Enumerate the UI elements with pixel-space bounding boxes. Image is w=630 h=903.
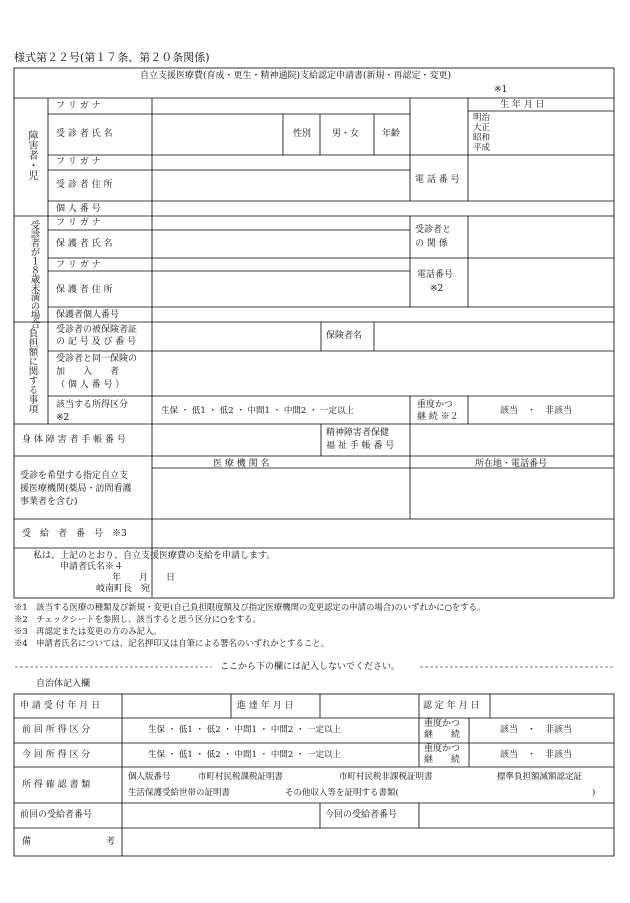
doc-reduction-certificate[interactable]: 標準負担額減額認定証 [497,772,583,782]
curr-income-options[interactable]: 生保 ・ 低1 ・ 低2 ・ 中間1 ・ 中間2 ・ 一定以上 [148,750,342,760]
patient-address-furigana-label: フ リ ガ ナ [56,157,101,167]
doc-welfare-certificate[interactable]: 生活保護受給世帯の証明書 [128,788,231,798]
curr-recipient-label: 今回の受給者番号 [325,810,398,820]
physical-handbook-field[interactable] [153,425,320,455]
age-field[interactable] [411,99,467,154]
sex-label: 性別 [293,129,312,139]
received-date-field[interactable] [123,695,230,717]
declaration-text: 私は、上記のとおり、自立支援医療費の支給を申請します。 [33,551,276,561]
curr-severe-options[interactable]: 該当 ・ 非該当 [500,750,573,760]
insurer-field[interactable] [375,323,613,350]
doc-other-income-close: ) [592,788,596,798]
guardian-phone-label: 電話番号 [417,270,454,280]
patient-phone-field[interactable] [469,156,613,200]
insurer-label: 保険者名 [326,331,363,341]
same-insurance-label-3: （ 個 人 番 号 ） [56,380,125,390]
severe-options[interactable]: 該当 ・ 非該当 [500,406,573,416]
guardian-address-field[interactable] [153,272,409,306]
curr-income-label: 今 回 所 得 区 分 [22,750,91,760]
guardian-furigana-field[interactable] [153,217,409,229]
note-marker-1: ※1 [494,85,508,95]
income-class-options[interactable]: 生保 ・ 低1 ・ 低2 ・ 中間1 ・ 中間2 ・ 一定以上 [161,406,355,416]
era-heisei[interactable]: 平成 [473,143,491,153]
prev-severe-label-1: 重度かつ [424,719,461,729]
approved-date-field[interactable] [491,695,613,717]
severe-label-1: 重度かつ [417,400,454,410]
sent-date-label: 進 達 年 月 日 [237,701,294,711]
income-doc-label: 所 得 確 認 書 類 [22,780,91,790]
doc-non-tax-certificate[interactable]: 市町村民税非課税証明書 [339,772,433,782]
era-meiji[interactable]: 明治 [473,113,491,123]
guardian-address-label: 保 護 者 住 所 [56,285,113,295]
income-class-note: ※2 [56,413,70,423]
relation-field[interactable] [469,217,613,257]
institution-address-field[interactable] [411,469,613,518]
received-date-label: 申 請 受 付 年 月 日 [20,701,101,711]
severe-label-2: 継 続 ※２ [417,412,459,422]
guardian-personal-no-label: 保護者個人番号 [56,310,120,320]
relation-label-2: の 関 係 [415,239,448,249]
institution-address-header: 所在地・電話番号 [475,459,548,469]
recipient-number-field[interactable] [153,520,613,547]
section-guardian: 受診者が１８歳未満の場合 [28,220,40,328]
mental-handbook-field[interactable] [411,425,613,455]
divider-text: ここから下の欄には記入しないでください。 [220,662,401,672]
same-insurance-label-2: 加 入 者 [56,367,120,377]
patient-furigana-field[interactable] [153,99,409,113]
prev-severe-label-2: 継 続 [424,730,461,740]
section-burden: 負担額に関する事項 [26,328,38,414]
insured-label-1: 受診者の被保険者証 [56,325,138,335]
curr-severe-label-1: 重度かつ [424,744,461,754]
recipient-number-label: 受 給 者 番 号 ※3 [22,529,127,539]
form-number: 様式第２２号(第１７条、第２０条関係) [14,51,210,64]
sex-options[interactable]: 男・女 [332,129,360,139]
patient-address-furigana-field[interactable] [153,156,409,169]
addressee: 岐南町長 宛 [96,584,151,594]
guardian-name-label: 保 護 者 氏 名 [56,239,113,249]
remarks-label-2: 考 [106,837,116,847]
guardian-phone-note: ※2 [430,284,444,294]
physical-handbook-label: 身 体 障 害 者 手 帳 番 号 [22,435,126,445]
sent-date-field[interactable] [321,695,418,717]
patient-phone-label: 電 話 番 号 [415,175,460,185]
patient-name-field[interactable] [153,115,282,154]
income-class-label: 該当する所得区分 [56,400,129,410]
guardian-phone-field[interactable] [469,259,613,306]
prev-recipient-label: 前回の受給者番号 [20,810,93,820]
institution-name-header: 医 療 機 関 名 [213,459,270,469]
same-insurance-field[interactable] [153,352,613,395]
guardian-name-field[interactable] [153,231,409,257]
form-title: 自立支援医療費(育成・更生・精神通院)支給認定申請書(新規・再認定・変更) [140,71,452,81]
patient-address-label: 受 診 者 住 所 [56,180,113,190]
age-label: 年齢 [382,129,401,139]
applicant-name-label: 申請者氏名※４ [60,562,124,572]
insured-number-field[interactable] [153,323,320,350]
insured-label-2: の 記 号 及 び 番 号 [56,337,137,347]
office-section-title: 自治体記入欄 [36,679,91,689]
prev-severe-options[interactable]: 該当 ・ 非該当 [500,725,573,735]
prev-income-options[interactable]: 生保 ・ 低1 ・ 低2 ・ 中間1 ・ 中間2 ・ 一定以上 [148,725,342,735]
remarks-field[interactable] [123,829,613,855]
patient-furigana-label: フ リ ガ ナ [56,101,101,111]
patient-name-label: 受 診 者 氏 名 [56,129,113,139]
note-4: ※4 申請者氏名については、記名押印又は自筆による署名のいずれかとすること。 [14,638,330,648]
birthdate-label: 生 年 月 日 [500,100,545,110]
prev-recipient-field[interactable] [123,804,319,827]
note-1: ※1 該当する医療の種類及び新規・変更(自己負担限度額及び指定医療機関の変更認定の申請の場合)のいずれかに○をする。 [14,602,486,612]
patient-address-field[interactable] [153,171,409,200]
section-patient: 障害者・児 [26,130,37,180]
doc-personal-number[interactable]: 個人版番号 [128,772,171,782]
doc-other-income[interactable]: その他収入等を証明する書類( [285,788,399,798]
guardian-address-furigana-label: フ リ ガ ナ [56,260,101,270]
institution-label-3: 事業者を含む) [20,497,78,507]
institution-label-2: 援医療機関(薬局・訪問看護 [20,484,132,494]
institution-name-field[interactable] [153,469,409,518]
same-insurance-label-1: 受診者と同一保険の [56,354,138,364]
curr-severe-label-2: 継 続 [424,755,461,765]
doc-tax-certificate[interactable]: 市町村民税課税証明書 [198,772,284,782]
note-3: ※3 再認定または変更の方のみ記入。 [14,626,162,636]
prev-income-label: 前 回 所 得 区 分 [22,725,91,735]
curr-recipient-field[interactable] [420,804,613,827]
mental-handbook-label-2: 福 祉 手 帳 番 号 [326,441,395,451]
note-2: ※2 チェックシートを参照し、該当すると思う区分に○をする。 [14,614,261,624]
era-showa[interactable]: 昭和 [473,133,491,143]
approved-date-label: 認 定 年 月 日 [423,701,480,711]
guardian-furigana-label: フ リ ガ ナ [56,218,101,228]
institution-label-1: 受診を希望する指定自立支 [20,471,129,481]
remarks-label-1: 備 [22,837,32,847]
patient-personal-no-field[interactable] [153,202,613,215]
guardian-address-furigana-field[interactable] [153,259,409,270]
era-taisho[interactable]: 大正 [473,123,491,133]
relation-label-1: 受診者と [415,225,452,235]
mental-handbook-label-1: 精神障害者保健 [326,428,390,438]
guardian-personal-no-field[interactable] [153,308,613,321]
declaration-date: 年 月 日 [112,573,176,583]
patient-personal-no-label: 個 人 番 号 [56,204,101,214]
